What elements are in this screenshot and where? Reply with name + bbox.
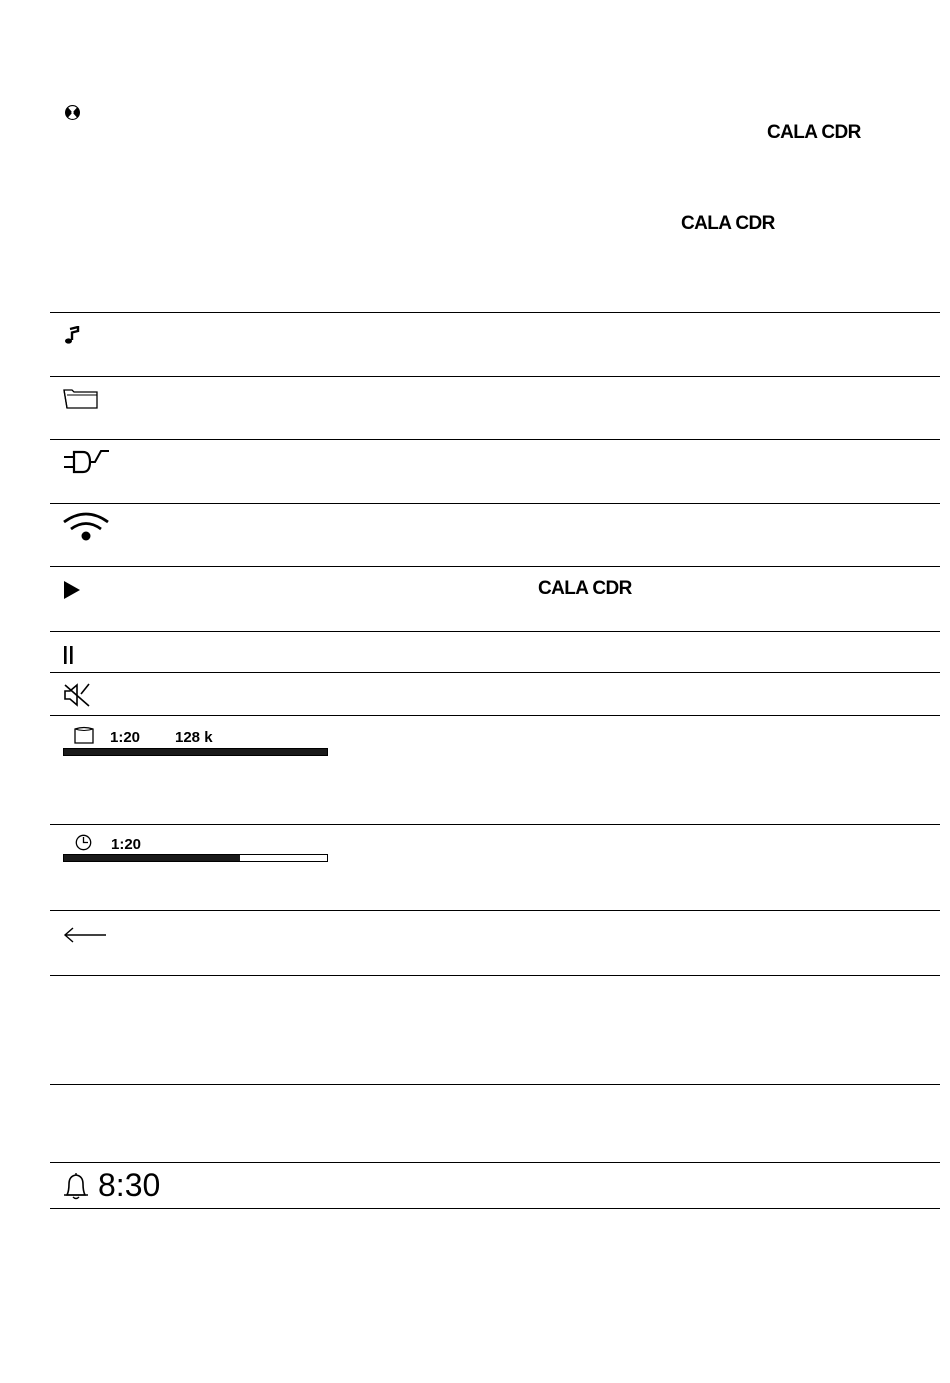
play-row-label: CALA CDR [538, 578, 632, 599]
row-divider [50, 1084, 940, 1085]
row-divider [50, 566, 940, 567]
header-brand-text-1: CALA CDR [767, 122, 861, 143]
row-divider [50, 910, 940, 911]
time-progress-fill [64, 855, 240, 861]
music-note-icon [63, 326, 81, 346]
clock-elapsed-time: 1:20 [111, 836, 142, 853]
storage-progress-fill [64, 749, 327, 755]
back-arrow-icon [63, 926, 107, 944]
track-bitrate: 128 k [175, 729, 213, 746]
track-elapsed-time: 1:20 [110, 729, 141, 746]
header-brand-text-2: CALA CDR [681, 213, 775, 234]
usb-plug-icon [63, 449, 111, 477]
folder-icon [63, 389, 99, 409]
mute-icon [63, 682, 91, 708]
row-divider [50, 672, 940, 673]
wifi-icon [62, 512, 110, 542]
row-divider [50, 312, 940, 313]
time-progress-bar [63, 854, 328, 862]
storage-progress-bar [63, 748, 328, 756]
storage-icon [74, 726, 94, 744]
pause-icon [63, 645, 75, 665]
row-divider [50, 1208, 940, 1209]
clock-icon [75, 834, 92, 851]
row-divider [50, 503, 940, 504]
play-icon [63, 580, 81, 600]
row-divider [50, 715, 940, 716]
row-divider [50, 439, 940, 440]
alarm-time: 8:30 [98, 1167, 161, 1203]
disc-icon [64, 104, 81, 121]
bell-icon [62, 1171, 90, 1201]
row-divider [50, 975, 940, 976]
row-divider [50, 824, 940, 825]
row-divider [50, 376, 940, 377]
row-divider [50, 631, 940, 632]
row-divider [50, 1162, 940, 1163]
